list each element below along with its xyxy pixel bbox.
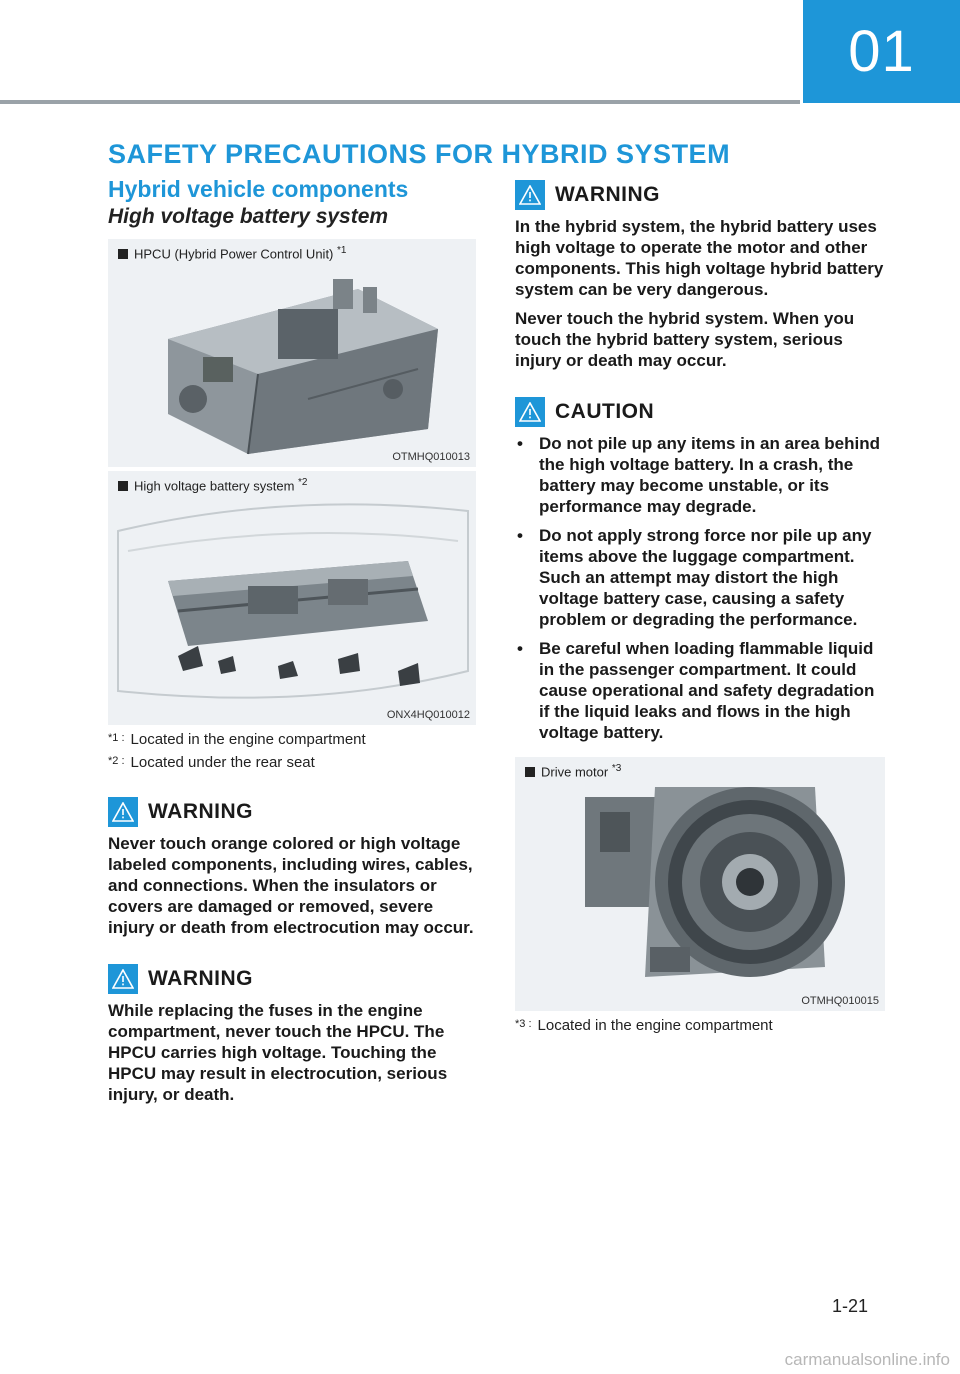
footnote-mark: *2 : — [108, 755, 125, 767]
figure-code: OTMHQ010013 — [392, 451, 470, 463]
subheading: Hybrid vehicle components — [108, 176, 409, 202]
square-bullet-icon — [118, 249, 128, 259]
caption-mark: *1 — [337, 245, 347, 256]
figure-code: ONX4HQ010012 — [386, 709, 470, 721]
caution-title: CAUTION — [555, 400, 655, 423]
warning-title: WARNING — [148, 800, 253, 823]
footnote-mark: *3 : — [515, 1018, 532, 1030]
footnote-text: Located under the rear seat — [130, 754, 315, 771]
warning-text: Never touch orange colored or high voltage labeled components, including wires, cables, and connections. When the insulators or covers are damaged or removed, severe injury or death from electrocution may occur. — [108, 834, 474, 937]
watermark: carmanualsonline.info — [784, 1350, 950, 1369]
caption-mark: *2 — [298, 477, 308, 488]
caution-list — [515, 433, 885, 743]
square-bullet-icon — [525, 767, 535, 777]
list-item: • Do not apply strong force nor pile up any items above the luggage compartment. Such an attempt may distort the high voltage battery case, causing a safety problem or degrading the performance. — [515, 525, 885, 630]
footnote-text: Located in the engine compartment — [537, 1017, 773, 1034]
footnote-mark: *1 : — [108, 732, 125, 744]
warning-text: In the hybrid system, the hybrid battery uses high voltage to operate the motor and other components. This high voltage hybrid battery system can be very dangerous. — [515, 217, 884, 299]
caption-text: Drive motor — [541, 764, 609, 780]
caption-text: HPCU (Hybrid Power Control Unit) — [134, 246, 334, 262]
caution-block — [515, 397, 885, 743]
warning-triangle-icon — [108, 964, 138, 994]
footnote-2 — [108, 754, 476, 771]
caption-text: High voltage battery system — [134, 478, 295, 494]
square-bullet-icon — [118, 481, 128, 491]
hpcu-image — [108, 239, 476, 467]
chapter-tab: 01 — [803, 0, 960, 103]
warning-block-2 — [108, 964, 476, 1105]
section-title: SAFETY PRECAUTIONS FOR HYBRID SYSTEM — [108, 139, 731, 169]
list-item: • Be careful when loading flammable liquid in the passenger compartment. It could cause operational and safety degradation if the liquid leaks and flows in the high voltage battery. — [515, 638, 885, 743]
footnote-3 — [515, 1017, 885, 1034]
warning-text: Never touch the hybrid system. When you touch the hybrid battery system, serious injury or death may occur. — [515, 309, 855, 370]
motor-image — [515, 757, 885, 1011]
figure-hpcu — [108, 239, 476, 467]
header-rule — [0, 100, 800, 104]
warning-triangle-icon — [108, 797, 138, 827]
list-item: • Do not pile up any items in an area behind the high voltage battery. In a crash, the battery may become unstable, or its performance may degrade. — [515, 433, 885, 517]
page-number: 1-21 — [831, 1296, 868, 1316]
warning-text: While replacing the fuses in the engine compartment, never touch the HPCU. The HPCU carries high voltage. Touching the HPCU may result in electrocution, serious injury, or death. — [108, 1001, 448, 1104]
figure-caption — [525, 763, 621, 779]
right-column — [515, 180, 885, 1040]
warning-triangle-icon — [515, 397, 545, 427]
footnote-text: Located in the engine compartment — [130, 731, 366, 748]
warning-block-3 — [515, 180, 885, 371]
footnote-1 — [108, 731, 476, 748]
figure-code: OTMHQ010015 — [801, 995, 879, 1007]
battery-image — [108, 471, 476, 725]
warning-title: WARNING — [148, 967, 253, 990]
figure-battery — [108, 471, 476, 725]
figure-caption — [118, 477, 307, 493]
left-column — [108, 176, 476, 1113]
warning-block-1 — [108, 797, 476, 938]
warning-triangle-icon — [515, 180, 545, 210]
warning-title: WARNING — [555, 183, 660, 206]
figure-caption — [118, 245, 346, 261]
figure-motor — [515, 757, 885, 1011]
caption-mark: *3 — [611, 763, 622, 774]
subsubheading: High voltage battery system — [108, 205, 389, 228]
